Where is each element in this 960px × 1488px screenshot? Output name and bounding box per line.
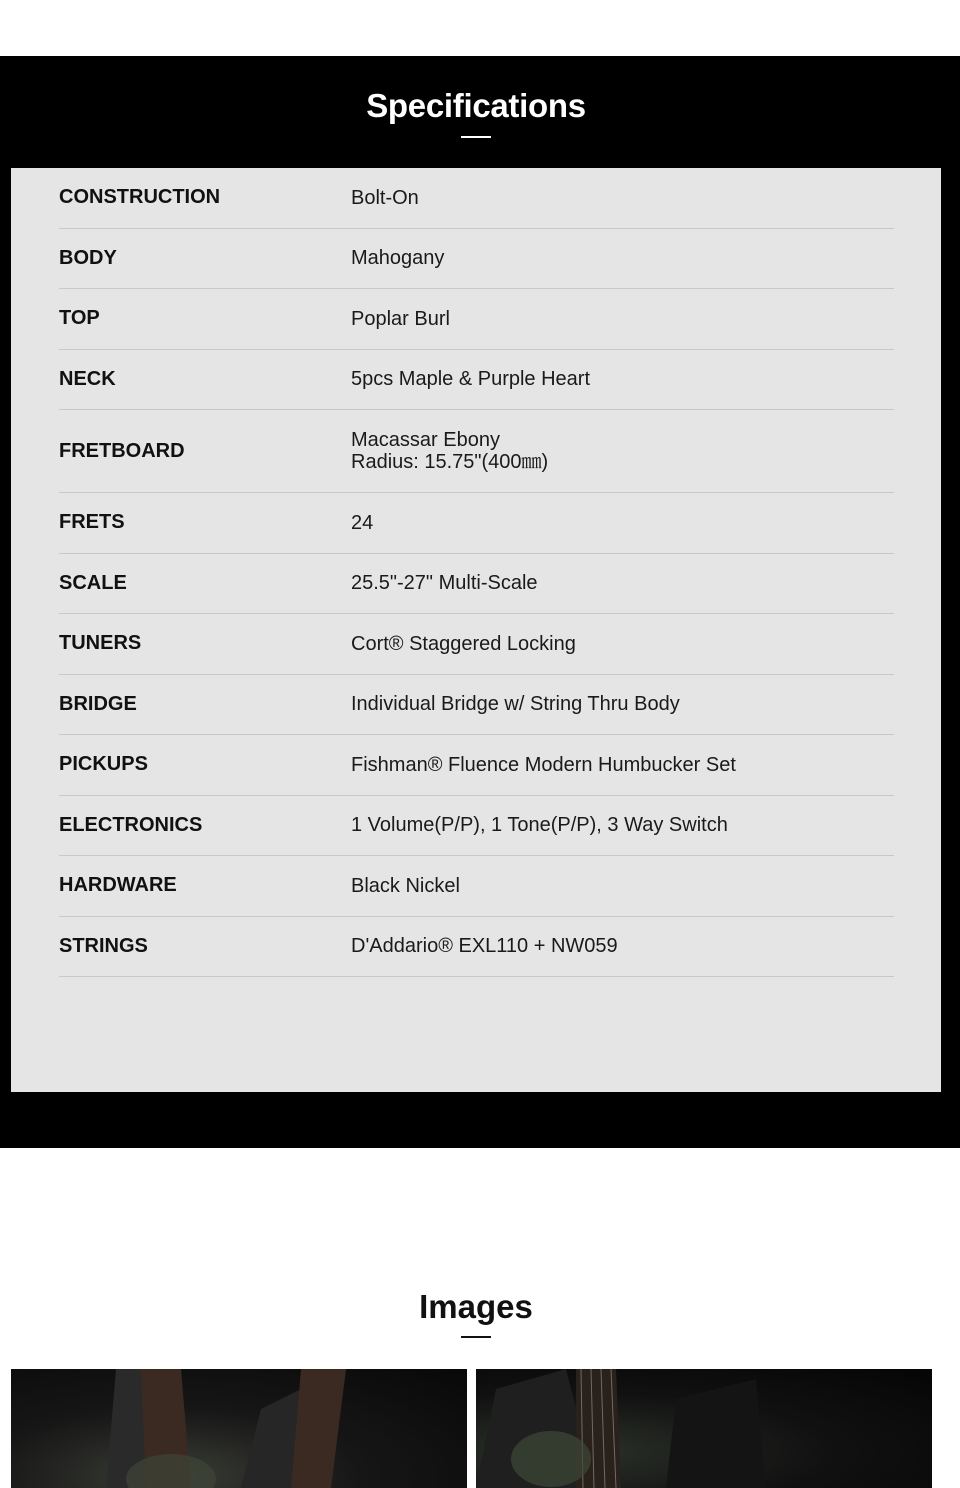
spec-row [59, 796, 894, 857]
specifications-panel [11, 168, 941, 1092]
spec-row [59, 289, 894, 350]
spec-value-line: 5pcs Maple & Purple Heart [351, 368, 591, 391]
spec-label: TUNERS [59, 632, 142, 655]
spec-value [351, 512, 894, 534]
spec-value-line: Fishman® Fluence Modern Humbucker Set [351, 753, 736, 776]
spec-value-line: Bolt-On [351, 186, 419, 209]
spec-row [59, 554, 894, 615]
spec-value-line: Poplar Burl [351, 307, 450, 330]
spec-value-line: 24 [351, 511, 374, 534]
spec-value [351, 633, 894, 655]
spec-row [59, 917, 894, 978]
spec-value-line: Macassar Ebony [351, 429, 500, 451]
spec-label: ELECTRONICS [59, 813, 203, 836]
guitar-photo [476, 1369, 932, 1488]
spec-label: STRINGS [59, 934, 148, 957]
spec-value-line: Individual Bridge w/ String Thru Body [351, 693, 680, 716]
spec-value [351, 935, 894, 957]
specifications-heading: Specifications [366, 87, 586, 124]
spec-row [59, 675, 894, 736]
guitar-photo [11, 1369, 467, 1488]
spec-value [351, 368, 894, 390]
spec-value [351, 308, 894, 330]
images-heading: Images [419, 1288, 533, 1325]
spec-value [351, 429, 894, 473]
spec-row [59, 493, 894, 554]
spec-row [59, 350, 894, 411]
spec-label: CONSTRUCTION [59, 186, 221, 209]
gallery-image[interactable] [476, 1369, 932, 1488]
spec-label: FRETS [59, 511, 125, 534]
spec-value [351, 693, 894, 715]
spec-value-line: Black Nickel [351, 874, 460, 897]
spec-value [351, 754, 894, 776]
spec-value [351, 247, 894, 269]
spec-value-line: 1 Volume(P/P), 1 Tone(P/P), 3 Way Switch [351, 814, 728, 837]
spec-value [351, 875, 894, 897]
spec-label: HARDWARE [59, 874, 177, 897]
spec-value [351, 187, 894, 209]
spec-label: PICKUPS [59, 753, 148, 776]
spec-value-line: 25.5"-27" Multi-Scale [351, 572, 538, 595]
spec-row [59, 410, 894, 493]
gallery-image[interactable] [11, 1369, 467, 1488]
spec-row [59, 229, 894, 290]
spec-label: FRETBOARD [59, 439, 185, 462]
spec-value-line: Cort® Staggered Locking [351, 632, 576, 655]
spec-label: BODY [59, 246, 117, 269]
heading-underline [461, 136, 491, 138]
spec-label: TOP [59, 307, 100, 330]
spec-label: NECK [59, 367, 116, 390]
spec-row [59, 614, 894, 675]
spec-value-line: Mahogany [351, 247, 445, 270]
heading-underline [461, 1336, 491, 1338]
spec-value-line: Radius: 15.75"(400㎜) [351, 451, 549, 473]
spec-row [59, 735, 894, 796]
specifications-table [59, 168, 894, 977]
spec-row [59, 856, 894, 917]
spec-value-line: D'Addario® EXL110 + NW059 [351, 935, 618, 958]
spec-row [59, 168, 894, 229]
spec-value [351, 814, 894, 836]
spec-label: SCALE [59, 571, 127, 594]
spec-label: BRIDGE [59, 692, 137, 715]
spec-value [351, 572, 894, 594]
